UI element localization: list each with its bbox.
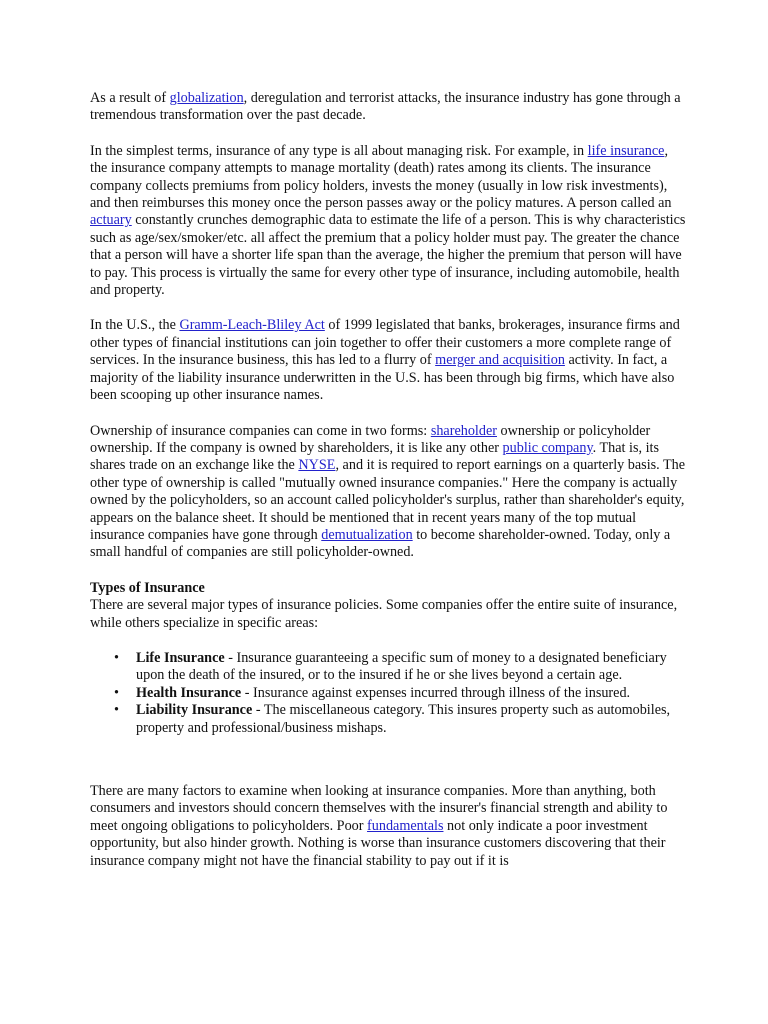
list-item-desc: - Insurance guaranteeing a specific sum of money to a designated beneficiary upon the death of the insured, or to the insured if he or she lives beyond a certain age. (136, 649, 667, 684)
list-item-liability-insurance (114, 702, 688, 737)
text-run: constantly crunches demographic data to estimate the life of a person. This is why characteristics such as age/sex/smoker/etc. all affect the premium that a policy holder must pay. The greater the chance that a person will have a shorter life span than the average, the higher the premium that person will have to pay. This process is virtually the same for every other type of insurance, including automobile, health and property. (90, 212, 686, 299)
text-run: There are many factors to examine when looking at insurance companies. More than anything, both consumers and investors should concern themselves with the insurer's financial strength and ability to meet ongoing obligations to policyholders. Poor (90, 783, 668, 834)
link-fundamentals[interactable]: fundamentals (367, 817, 444, 834)
paragraph-glb-act (90, 317, 688, 404)
link-globalization[interactable]: globalization (169, 90, 244, 106)
text-run: not only indicate a poor investment opportunity, but also hinder growth. Nothing is worse than insurance customers discovering that their insurance company might not have the financial stability to pay out if it is (90, 817, 666, 869)
text-run: , the insurance company attempts to manage mortality (death) rates among its clients. The insurance company collects premiums from policy holders, invests the money (usually in low risk investments), and then reimburses this money once the person passes away or the policy matures. A person called an (90, 142, 672, 212)
link-public-company[interactable]: public company (502, 439, 593, 456)
list-item-term: Health Insurance (136, 684, 242, 701)
text-run: In the simplest terms, insurance of any type is all about managing risk. For example, in (90, 142, 588, 159)
bullet-icon: • (114, 684, 119, 701)
text-run: . That is, its shares trade on an exchange like the (90, 439, 659, 474)
text-run: , and it is required to report earnings on a quarterly basis. The other type of ownership is called "mutually owned insurance companies." Here the company is actually owned by the policyholders, so an account called policyholder's surplus, rather than shareholder's equity, appears on the balance sheet. It should be mentioned that in recent years many of the top mutual insurance companies have gone through (90, 457, 686, 543)
text-run: to become shareholder-owned. Today, only a small handful of companies are still policyholder-owned. (90, 526, 671, 561)
text-run: of 1999 legislated that banks, brokerages, insurance firms and other types of financial institutions can join together to offer their customers a more complete range of services. In the insurance business, this has led to a flurry of (90, 317, 680, 369)
types-of-insurance-section (90, 580, 688, 632)
link-merger-acquisition[interactable]: merger and acquisition (435, 352, 565, 369)
section-intro: There are several major types of insurance policies. Some companies offer the entire suite of insurance, while others specialize in specific areas: (90, 597, 678, 631)
list-item-desc: - Insurance against expenses incurred through illness of the insured. (241, 684, 631, 701)
paragraph-intro (90, 90, 688, 125)
link-gramm-leach-bliley-act[interactable]: Gramm-Leach-Bliley Act (179, 317, 325, 334)
bullet-icon: • (114, 702, 119, 719)
bullet-icon: • (114, 649, 119, 666)
text-run: activity. In fact, a majority of the liability insurance underwritten in the U.S. has been through big firms, which have also been scooping up other insurance names. (90, 352, 675, 404)
list-item-term: Liability Insurance (136, 702, 253, 719)
text-run: ownership or policyholder ownership. If the company is owned by shareholders, it is like any other (90, 422, 651, 456)
list-item-term: Life Insurance (136, 649, 225, 666)
link-nyse[interactable]: NYSE (298, 457, 336, 474)
paragraph-factors (90, 783, 688, 870)
link-demutualization[interactable]: demutualization (321, 526, 413, 543)
text-run: In the U.S., the (90, 317, 180, 334)
paragraph-ownership (90, 423, 688, 562)
section-heading: Types of Insurance (90, 579, 205, 596)
link-actuary[interactable]: actuary (90, 212, 132, 229)
text-run: Ownership of insurance companies can come in two forms: (90, 422, 431, 439)
list-item-health-insurance (114, 684, 688, 702)
link-life-insurance[interactable]: life insurance (587, 142, 665, 159)
link-shareholder[interactable]: shareholder (430, 422, 497, 439)
text-run: , deregulation and terrorist attacks, the insurance industry has gone through a tremendous transformation over the past decade. (90, 90, 681, 124)
list-item-life-insurance (114, 649, 688, 685)
text-run: As a result of (90, 90, 170, 106)
article-body (90, 90, 688, 888)
list-item-desc: - The miscellaneous category. This insures property such as automobiles, property and professional/business mishaps. (136, 702, 671, 736)
paragraph-risk (90, 143, 688, 300)
insurance-types-list (90, 650, 688, 737)
